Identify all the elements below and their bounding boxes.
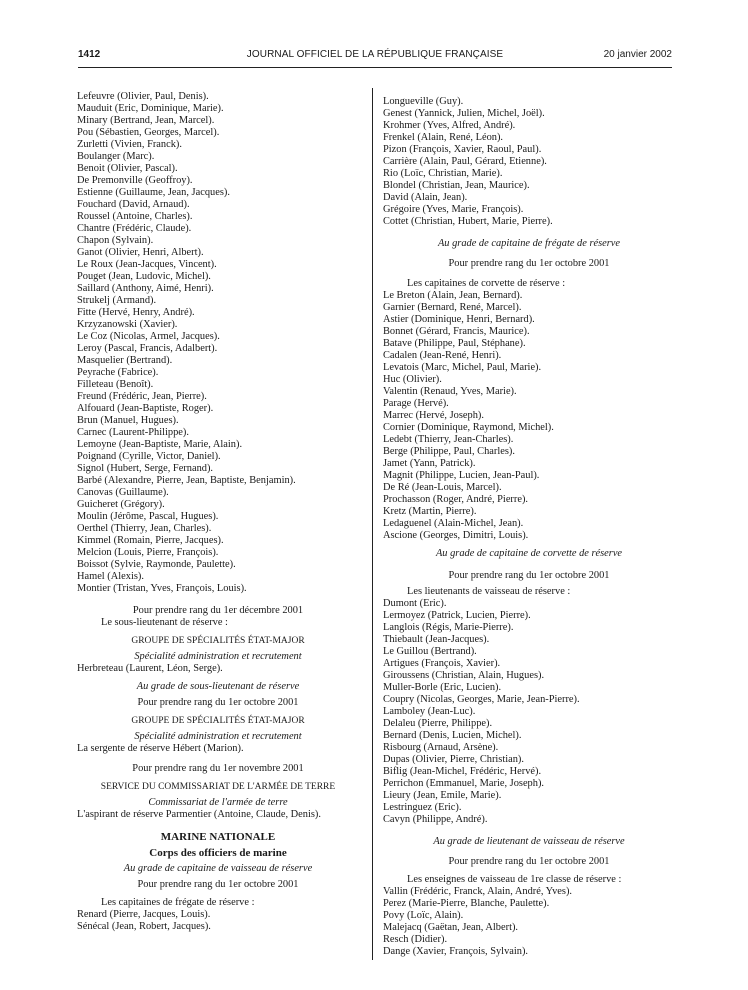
name-list [383,886,675,958]
list-item: Cavyn (Philippe, André). [383,814,488,825]
list-item: Strukelj (Armand). [77,295,157,306]
rank-intro: Les enseignes de vaisseau de 1re classe de réserve : [407,874,622,885]
list-item: Delaleu (Pierre, Philippe). [383,718,493,729]
list-item: Huc (Olivier). [383,374,442,385]
grade-heading: Au grade de lieutenant de vaisseau de réserve [433,836,625,847]
list-item: Valentin (Renaud, Yves, Marie). [383,386,517,397]
name-list [383,96,675,228]
list-item: David (Alain, Jean). [383,192,468,203]
name-list [383,598,675,826]
list-item: Malejacq (Gaëtan, Jean, Albert). [383,922,519,933]
list-item: Oerthel (Thierry, Jean, Charles). [77,523,212,534]
list-item: La sergente de réserve Hébert (Marion). [77,743,244,754]
list-item: Giroussens (Christian, Alain, Hugues). [383,670,545,681]
list-item: Le Roux (Jean-Jacques, Vincent). [77,259,217,270]
list-item: Lefeuvre (Olivier, Paul, Denis). [77,91,209,102]
list-item: Barbé (Alexandre, Pierre, Jean, Baptiste, Benjamin). [77,475,296,486]
list-item: Canovas (Guillaume). [77,487,169,498]
list-item: Muller-Borle (Eric, Lucien). [383,682,502,693]
list-item: Leroy (Pascal, Francis, Adalbert). [77,343,218,354]
rang-heading: Pour prendre rang du 1er octobre 2001 [137,697,299,708]
speciality-heading: Commissariat de l'armée de terre [148,797,288,808]
list-item: Langlois (Régis, Marie-Pierre). [383,622,514,633]
list-item: Zurletti (Vivien, Franck). [77,139,182,150]
rang-heading: Pour prendre rang du 1er octobre 2001 [448,570,610,581]
list-item: Peyrache (Fabrice). [77,367,159,378]
list-item: Herbreteau (Laurent, Léon, Serge). [77,663,223,674]
rank-intro: Le sous-lieutenant de réserve : [101,617,228,628]
page-header [78,47,672,68]
list-item: Freund (Frédéric, Jean, Pierre). [77,391,207,402]
list-item: Prochasson (Roger, André, Pierre). [383,494,529,505]
list-item: Sénécal (Jean, Robert, Jacques). [77,921,211,932]
grade-heading: Au grade de capitaine de vaisseau de réserve [123,863,313,874]
list-item: Magnit (Philippe, Lucien, Jean-Paul). [383,470,540,481]
list-item: Genest (Yannick, Julien, Michel, Joël). [383,108,545,119]
list-item: Filleteau (Benoît). [77,379,154,390]
column-divider [372,88,373,960]
list-item: Cadalen (Jean-René, Henri). [383,350,502,361]
list-item: Fitte (Hervé, Henry, André). [77,307,195,318]
list-item: Kimmel (Romain, Pierre, Jacques). [77,535,224,546]
list-item: Grégoire (Yves, Marie, François). [383,204,524,215]
list-item: Roussel (Antoine, Charles). [77,211,193,222]
journal-title: JOURNAL OFFICIEL DE LA RÉPUBLIQUE FRANÇAISE [246,49,504,60]
issue-date: 20 janvier 2002 [603,49,672,60]
list-item: Cottet (Christian, Hubert, Marie, Pierre). [383,216,553,227]
list-item: Ledaguenel (Alain-Michel, Jean). [383,518,524,529]
list-item: Benoit (Olivier, Pascal). [77,163,178,174]
list-item: Artigues (François, Xavier). [383,658,501,669]
list-item: Resch (Didier). [383,934,448,945]
list-item: Boulanger (Marc). [77,151,155,162]
list-item: Dumont (Eric). [383,598,447,609]
rang-heading: Pour prendre rang du 1er octobre 2001 [448,258,610,269]
list-item: Renard (Pierre, Jacques, Louis). [77,909,211,920]
rank-intro: Les capitaines de corvette de réserve : [407,278,566,289]
list-item: Dupas (Olivier, Pierre, Christian). [383,754,524,765]
list-item: Bernard (Denis, Lucien, Michel). [383,730,522,741]
rank-intro: Les lieutenants de vaisseau de réserve : [407,586,571,597]
list-item: Montier (Tristan, Yves, François, Louis). [77,583,247,594]
list-item: Rio (Loïc, Christian, Marie). [383,168,503,179]
list-item: Saillard (Anthony, Aimé, Henri). [77,283,214,294]
list-item: Boissot (Sylvie, Raymonde, Paulette). [77,559,236,570]
list-item: Blondel (Christian, Jean, Maurice). [383,180,530,191]
group-heading: GROUPE DE SPÉCIALITÉS ÉTAT-MAJOR [131,636,305,646]
list-item: Ledebt (Thierry, Jean-Charles). [383,434,514,445]
list-item: Pizon (François, Xavier, Raoul, Paul). [383,144,542,155]
list-item: Frenkel (Alain, René, Léon). [383,132,504,143]
rang-heading: Pour prendre rang du 1er novembre 2001 [132,763,304,774]
list-item: Garnier (Bernard, René, Marcel). [383,302,522,313]
list-item: Krohmer (Yves, Alfred, André). [383,120,516,131]
list-item: Coupry (Nicolas, Georges, Marie, Jean-Pierre). [383,694,580,705]
list-item: Pou (Sébastien, Georges, Marcel). [77,127,220,138]
list-item: Perrichon (Emmanuel, Marie, Joseph). [383,778,545,789]
list-item: Parage (Hervé). [383,398,449,409]
list-item: De Ré (Jean-Louis, Marcel). [383,482,502,493]
list-item: Astier (Dominique, Henri, Bernard). [383,314,535,325]
list-item: Minary (Bertrand, Jean, Marcel). [77,115,215,126]
list-item: Risbourg (Arnaud, Arsène). [383,742,499,753]
list-item: Lemoyne (Jean-Baptiste, Marie, Alain). [77,439,243,450]
list-item: De Premonville (Geoffroy). [77,175,193,186]
list-item: Estienne (Guillaume, Jean, Jacques). [77,187,230,198]
list-item: Vallin (Frédéric, Franck, Alain, André, Yves). [383,886,573,897]
list-item: Cornier (Dominique, Raymond, Michel). [383,422,554,433]
list-item: Brun (Manuel, Hugues). [77,415,179,426]
list-item: Guicheret (Grégory). [77,499,165,510]
list-item: Povy (Loïc, Alain). [383,910,464,921]
group-heading: GROUPE DE SPÉCIALITÉS ÉTAT-MAJOR [131,716,305,726]
list-item: Melcion (Louis, Pierre, François). [77,547,219,558]
list-item: Perez (Marie-Pierre, Blanche, Paulette). [383,898,550,909]
rang-heading: Pour prendre rang du 1er octobre 2001 [448,856,610,867]
list-item: Lamboley (Jean-Luc). [383,706,476,717]
list-item: Signol (Hubert, Serge, Fernand). [77,463,214,474]
list-item: Jamet (Yann, Patrick). [383,458,476,469]
list-item: Bonnet (Gérard, Francis, Maurice). [383,326,530,337]
page-number: 1412 [78,49,101,60]
rang-heading: Pour prendre rang du 1er octobre 2001 [137,879,299,890]
list-item: Le Breton (Alain, Jean, Bernard). [383,290,523,301]
list-item: Le Coz (Nicolas, Armel, Jacques). [77,331,220,342]
list-item: Marrec (Hervé, Joseph). [383,410,484,421]
list-item: Alfouard (Jean-Baptiste, Roger). [77,403,214,414]
list-item: Krzyzanowski (Xavier). [77,319,178,330]
name-list [77,91,359,595]
list-item: Berge (Philippe, Paul, Charles). [383,446,515,457]
grade-heading: Au grade de capitaine de corvette de réserve [435,548,623,559]
list-item: Poignand (Cyrille, Victor, Daniel). [77,451,221,462]
list-item: Moulin (Jérôme, Pascal, Hugues). [77,511,219,522]
list-item: Lestringuez (Eric). [383,802,462,813]
list-item: Le Guillou (Bertrand). [383,646,477,657]
list-item: Lermoyez (Patrick, Lucien, Pierre). [383,610,531,621]
grade-heading: Au grade de capitaine de frégate de réserve [437,238,621,249]
list-item: Chantre (Frédéric, Claude). [77,223,192,234]
list-item: Pouget (Jean, Ludovic, Michel). [77,271,211,282]
speciality-heading: Spécialité administration et recrutement [134,731,302,742]
list-item: Fouchard (David, Arnaud). [77,199,190,210]
rank-intro: Les capitaines de frégate de réserve : [101,897,255,908]
speciality-heading: Spécialité administration et recrutement [134,651,302,662]
grade-heading: Au grade de sous-lieutenant de réserve [136,681,300,692]
list-item: Hamel (Alexis). [77,571,144,582]
corps-heading: Corps des officiers de marine [149,847,287,859]
rang-heading: Pour prendre rang du 1er décembre 2001 [132,605,304,616]
left-column [77,91,359,933]
list-item: L'aspirant de réserve Parmentier (Antoine, Claude, Denis). [77,809,321,820]
name-list [383,290,675,542]
list-item: Kretz (Martin, Pierre). [383,506,477,517]
name-list [77,909,359,933]
list-item: Biflig (Jean-Michel, Frédéric, Hervé). [383,766,542,777]
list-item: Ascione (Georges, Dimitri, Louis). [383,530,529,541]
list-item: Mauduit (Eric, Dominique, Marie). [77,103,224,114]
list-item: Longueville (Guy). [383,96,464,107]
section-heading: MARINE NATIONALE [160,831,276,843]
list-item: Levatois (Marc, Michel, Paul, Marie). [383,362,542,373]
list-item: Ganot (Olivier, Henri, Albert). [77,247,204,258]
list-item: Masquelier (Bertrand). [77,355,173,366]
list-item: Dange (Xavier, François, Sylvain). [383,946,529,957]
list-item: Lieury (Jean, Emile, Marie). [383,790,502,801]
list-item: Carrière (Alain, Paul, Gérard, Etienne). [383,156,547,167]
right-column [383,96,675,958]
list-item: Chapon (Sylvain). [77,235,154,246]
list-item: Batave (Philippe, Paul, Stéphane). [383,338,526,349]
list-item: Carnec (Laurent-Philippe). [77,427,189,438]
list-item: Thiebault (Jean-Jacques). [383,634,490,645]
service-heading: SERVICE DU COMMISSARIAT DE L'ARMÉE DE TERRE [100,782,336,792]
